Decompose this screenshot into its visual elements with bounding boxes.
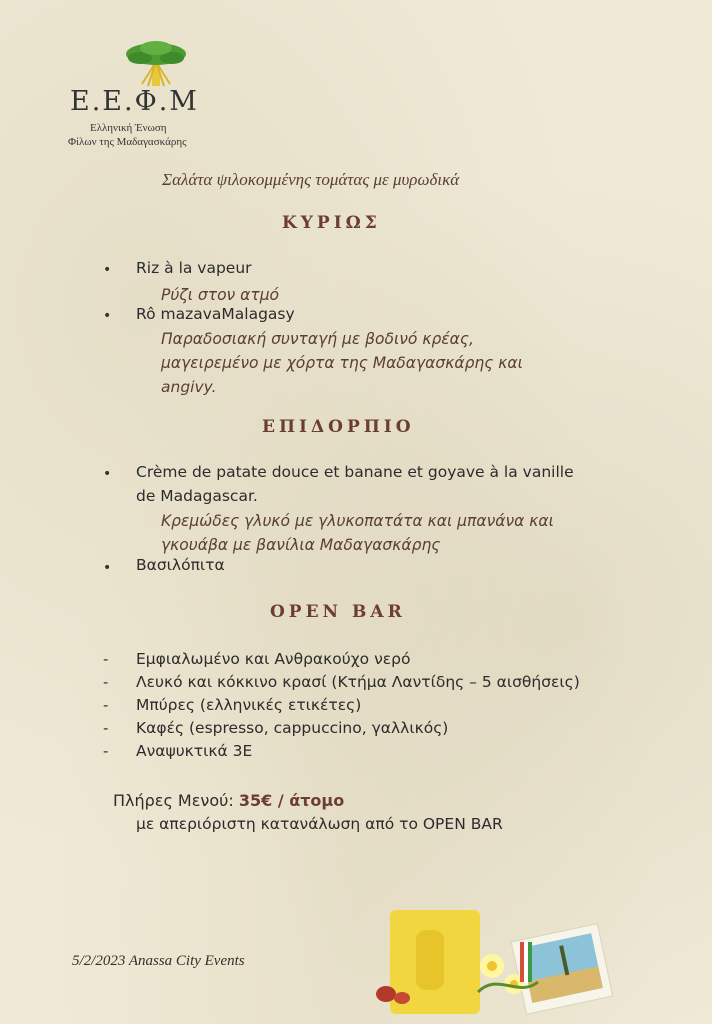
price-label: Πλήρες Μενού: <box>113 791 239 810</box>
dash-icon: - <box>103 650 109 668</box>
price-note: με απεριόριστη κατανάλωση από το OPEN BAR <box>136 815 503 833</box>
menu-item-desc: Ρύζι στον ατμό <box>161 286 280 304</box>
dash-icon: - <box>103 742 109 760</box>
bullet-icon: • <box>103 466 112 482</box>
logo-subtitle: Ελληνική Ένωση <box>90 122 167 134</box>
logo-title: Ε.Ε.Φ.Μ <box>70 86 199 117</box>
bar-item: Εμφιαλωμένο και Ανθρακούχο νερό <box>136 650 411 668</box>
bar-item: Λευκό και κόκκινο κρασί (Κτήμα Λαντίδης – 5 αισθήσεις) <box>136 673 580 691</box>
menu-item-name: de Madagascar. <box>136 487 258 505</box>
dash-icon: - <box>103 719 109 737</box>
bar-item: Καφές (espresso, cappuccino, γαλλικός) <box>136 719 449 737</box>
section-heading-main: ΚΥΡΙΩΣ <box>282 213 381 233</box>
menu-item-desc: Κρεμώδες γλυκό με γλυκοπατάτα και μπανάνα και <box>161 512 554 530</box>
decorative-collage-image <box>368 902 628 1020</box>
menu-item-desc: Παραδοσιακή συνταγή με βοδινό κρέας, <box>161 330 474 348</box>
palm-tree-icon <box>122 40 192 88</box>
bullet-icon: • <box>103 262 112 278</box>
dash-icon: - <box>103 673 109 691</box>
menu-item-desc: γκουάβα με βανίλια Μαδαγασκάρης <box>161 536 441 554</box>
bar-item: Αναψυκτικά 3Ε <box>136 742 253 760</box>
price-amount: 35€ / άτομο <box>238 791 345 810</box>
section-heading-bar: OPEN BAR <box>270 602 406 622</box>
menu-item-name: Βασιλόπιτα <box>136 556 225 574</box>
section-heading-dessert: ΕΠΙΔΟΡΠΙΟ <box>262 417 415 437</box>
dash-icon: - <box>103 696 109 714</box>
bullet-icon: • <box>103 560 112 576</box>
starter-dish: Σαλάτα ψιλοκομμένης τομάτας με μυρωδικά <box>162 170 460 189</box>
footer-text: 5/2/2023 Anassa City Events <box>72 953 245 969</box>
logo-subtitle: Φίλων της Μαδαγασκάρης <box>68 136 187 148</box>
bullet-icon: • <box>103 308 112 324</box>
price-line <box>113 791 344 810</box>
menu-item-name: Rô mazavaMalagasy <box>136 305 295 323</box>
menu-item-name: Crème de patate douce et banane et goyave à la vanille <box>136 463 574 481</box>
menu-item-name: Riz à la vapeur <box>136 259 252 277</box>
logo <box>62 40 222 148</box>
menu-item-desc: angivy. <box>161 378 217 396</box>
menu-item-desc: μαγειρεμένο με χόρτα της Μαδαγασκάρης και <box>161 354 523 372</box>
bar-item: Μπύρες (ελληνικές ετικέτες) <box>136 696 362 714</box>
